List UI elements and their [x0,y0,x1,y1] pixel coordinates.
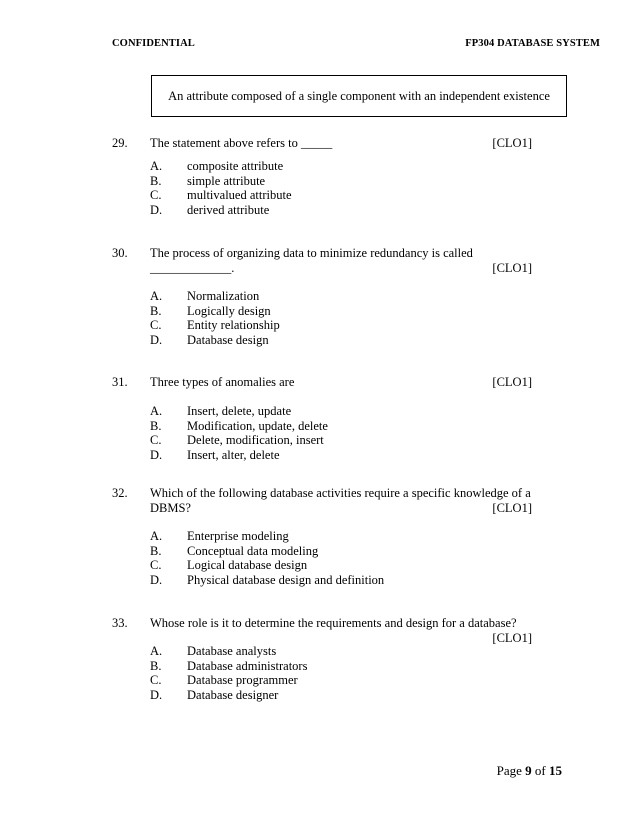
option-text: Database programmer [187,673,298,687]
clo-tag: [CLO1] [492,375,532,389]
option-letter: A. [150,159,163,173]
option-text: Modification, update, delete [187,418,328,433]
question-stem: Which of the following database activities require a specific knowledge of a [150,486,531,500]
option-letter: D. [150,572,163,587]
question-stem: The process of organizing data to minimize redundancy is called [150,246,473,260]
option-letter: B. [150,173,162,188]
option-letter: A. [150,404,163,418]
option-letter: D. [150,687,163,702]
header-confidential: CONFIDENTIAL [112,38,195,49]
of-word: of [534,763,546,778]
question-stem: The statement above refers to _____ [150,136,333,150]
option-text: Delete, modification, insert [187,433,324,447]
page-current: 9 [525,763,532,778]
option-text: Conceptual data modeling [187,543,319,558]
option-text: Entity relationship [187,318,280,332]
question-stem: Whose role is it to determine the requirements and design for a database? [150,616,517,630]
page-word: Page [496,763,522,778]
option-letter: D. [150,202,163,217]
question-number: 29. [112,136,128,150]
option-text: Normalization [187,289,260,303]
statement-box [151,75,567,117]
option-letter: A. [150,529,163,543]
question-stem-continued: DBMS? [150,501,191,515]
option-text: derived attribute [187,202,270,217]
question-number: 31. [112,375,128,389]
option-letter: C. [150,558,162,572]
option-text: Database design [187,332,269,347]
option-letter: D. [150,447,163,462]
option-letter: B. [150,303,162,318]
clo-tag: [CLO1] [492,261,532,275]
option-letter: B. [150,543,162,558]
page-number [497,763,562,779]
option-letter: B. [150,418,162,433]
option-text: Database analysts [187,644,277,658]
option-letter: A. [150,289,163,303]
option-text: multivalued attribute [187,188,292,202]
option-text: Enterprise modeling [187,529,289,543]
option-letter: C. [150,673,162,687]
header-course-title: FP304 DATABASE SYSTEM [465,38,600,49]
page-total: 15 [549,763,562,778]
option-text: Insert, alter, delete [187,447,280,462]
option-letter: A. [150,644,163,658]
option-letter: C. [150,188,162,202]
option-text: simple attribute [187,173,266,188]
question-number: 30. [112,246,128,260]
option-text: Insert, delete, update [187,404,292,418]
option-text: Database administrators [187,658,308,673]
question-number: 33. [112,616,128,630]
question-number: 32. [112,486,128,500]
clo-tag: [CLO1] [492,631,532,645]
option-letter: B. [150,658,162,673]
option-text: Logical database design [187,558,308,572]
option-text: Database designer [187,687,279,702]
clo-tag: [CLO1] [492,136,532,150]
question-stem-blank: _____________. [150,261,235,275]
question-stem: Three types of anomalies are [150,375,295,389]
option-text: Logically design [187,303,271,318]
option-letter: D. [150,332,163,347]
option-letter: C. [150,433,162,447]
option-letter: C. [150,318,162,332]
clo-tag: [CLO1] [492,501,532,515]
option-text: Physical database design and definition [187,572,385,587]
statement-text: An attribute composed of a single component with an independent existence [168,88,550,103]
option-text: composite attribute [187,159,284,173]
